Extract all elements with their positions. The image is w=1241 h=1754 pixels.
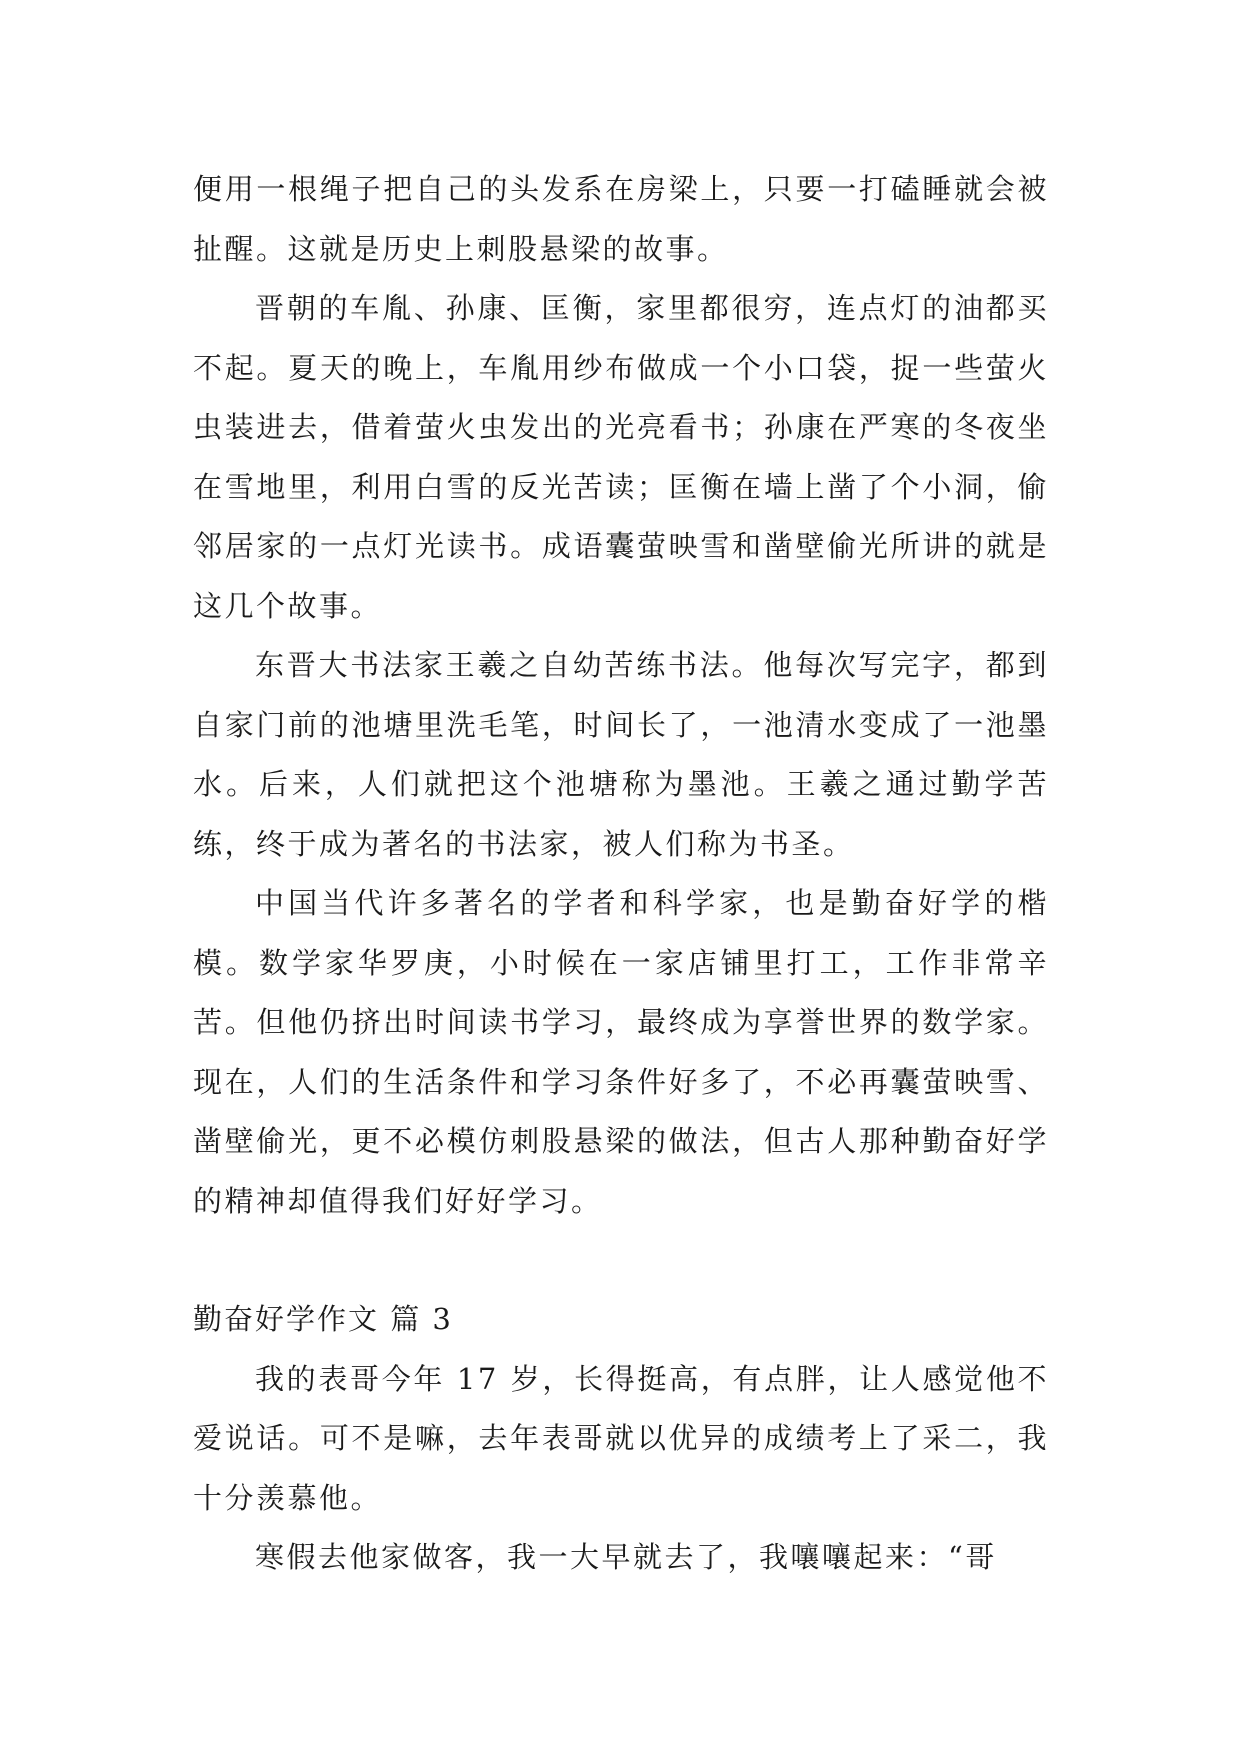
paragraph-cousin-intro: 我的表哥今年 17 岁，长得挺高，有点胖，让人感觉他不爱说话。可不是嘛，去年表哥就以优异的成绩考上了采二，我十分羡慕他。 (193, 1361, 1049, 1515)
paragraph-story-end: 便用一根绳子把自己的头发系在房梁上，只要一打磕睡就会被扯醒。这就是历史上刺股悬梁的故事。 (193, 172, 1049, 266)
paragraph-firefly-snow: 晋朝的车胤、孙康、匡衡，家里都很穷，连点灯的油都买不起。夏天的晚上，车胤用纱布做成一个小口袋，捉一些萤火虫装进去，借着萤火虫发出的光亮看书；孙康在严寒的冬夜坐在雪地里，利用白雪的反光苦读；匡衡在墙上凿了个小洞，偷邻居家的一点灯光读书。成语囊萤映雪和凿壁偷光所讲的就是这几个故事。 (193, 291, 1049, 623)
paragraph-winter-visit: 寒假去他家做客，我一大早就去了，我嚷嚷起来：“哥 (255, 1540, 997, 1574)
paragraph-ink-pond: 东晋大书法家王羲之自幼苦练书法。他每次写完字，都到自家门前的池塘里洗毛笔，时间长了，一池清水变成了一池墨水。后来，人们就把这个池塘称为墨池。王羲之通过勤学苦练，终于成为著名的书法家，被人们称为书圣。 (193, 648, 1049, 861)
section-heading: 勤奋好学作文 篇 3 (193, 1302, 453, 1336)
document-page (193, 160, 1049, 1588)
paragraph-modern-scholars: 中国当代许多著名的学者和科学家，也是勤奋好学的楷模。数学家华罗庚，小时候在一家店铺里打工，工作非常辛苦。但他仍挤出时间读书学习，最终成为享誉世界的数学家。现在，人们的生活条件和学习条件好多了，不必再囊萤映雪、凿壁偷光，更不必模仿刺股悬梁的做法，但古人那种勤奋好学的精神却值得我们好好学习。 (193, 886, 1049, 1218)
